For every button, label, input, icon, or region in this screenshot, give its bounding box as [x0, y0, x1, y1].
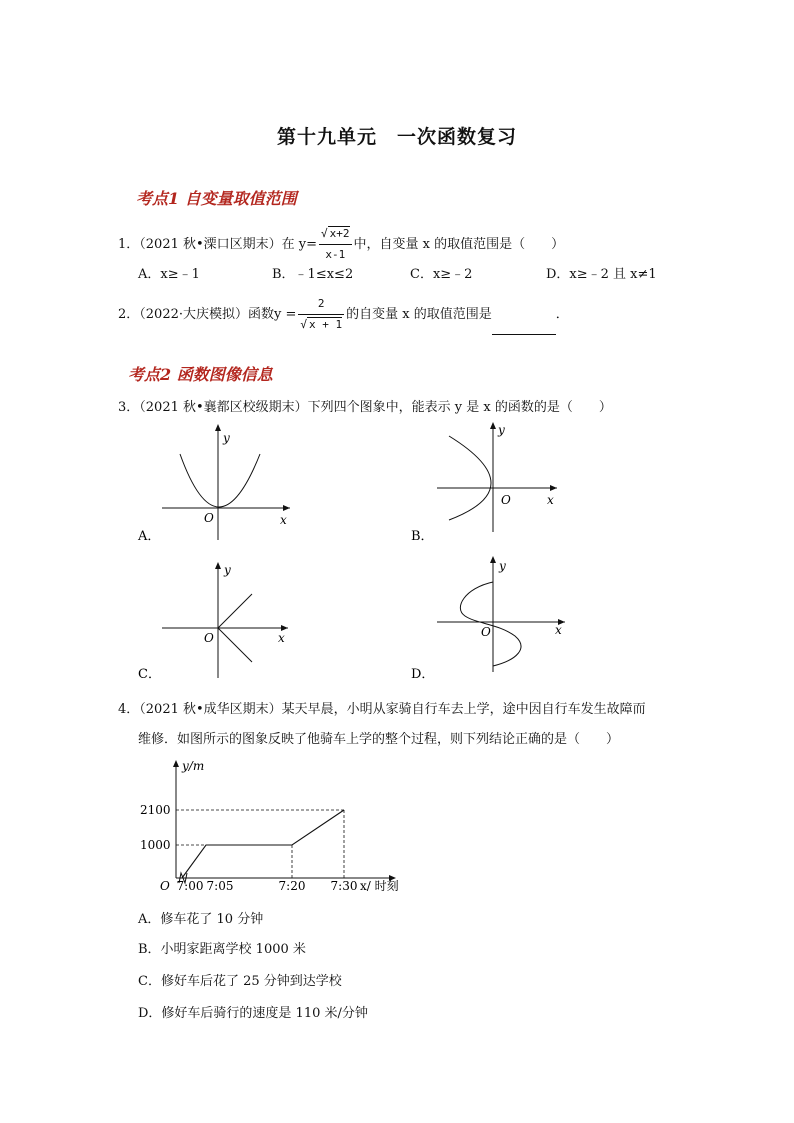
question-2 [118, 294, 569, 335]
q4-y-axis-label: y/m [182, 759, 205, 773]
q4-guides [176, 810, 344, 878]
q1-fraction [319, 224, 352, 265]
graph-d [405, 552, 575, 686]
sqrt-icon: √ [300, 318, 307, 331]
graph-d-option-label[interactable]: D． [411, 667, 435, 682]
q2-prefix: 2．（2022·大庆模拟）函数y = [118, 307, 297, 322]
arrow-icon [283, 505, 290, 511]
question-4-line-2: 维修．如图所示的图象反映了他骑车上学的整个过程，则下列结论正确的是（ ） [138, 732, 620, 747]
arrow-icon [550, 485, 557, 491]
q1-suffix: 中，自变量 x 的取值范围是（ ） [353, 237, 565, 252]
q4-option-b[interactable]: B．小明家距离学校 1000 米 [138, 942, 306, 957]
question-3: 3．（2021 秋•襄都区校级期末）下列四个图象中，能表示 y 是 x 的函数的是（ ） [118, 400, 612, 415]
section-heading-1: 考点1 自变量取值范围 [136, 189, 297, 208]
q4-xtick-730: 7:30 [330, 879, 358, 893]
graph-c [130, 556, 300, 686]
graph-a-parabola [180, 454, 260, 507]
q2-fraction [298, 294, 344, 335]
q4-line-chart [138, 754, 418, 902]
q2-numerator: 2 [298, 294, 344, 315]
graph-d-origin: O [481, 625, 491, 639]
q4-origin: O [160, 879, 170, 893]
graph-a-origin: O [204, 511, 214, 525]
q2-denominator: x + 1 [308, 318, 343, 331]
q2-suffix: 的自变量 x 的取值范围是 [346, 307, 492, 322]
question-4-line-1: 4．（2021 秋•成华区期末）某天早晨，小明从家骑自行车去上学，途中因自行车发生故障而 [118, 702, 646, 717]
graph-c-x-label: x [278, 631, 285, 645]
graph-b [405, 420, 575, 550]
q4-series-line [182, 810, 344, 878]
section-heading-2: 考点2 函数图像信息 [128, 365, 273, 384]
q4-xtick-720: 7:20 [278, 879, 306, 893]
graph-a [130, 420, 300, 550]
q1-option-b[interactable]: B．﹣1≤x≤2 [272, 267, 354, 282]
q1-option-d[interactable]: D．x≥﹣2 且 x≠1 [546, 267, 657, 282]
graph-d-x-label: x [555, 623, 562, 637]
graph-c-option-label[interactable]: C． [138, 667, 161, 682]
q1-prefix: 1．（2021 秋•溧口区期末）在 y= [118, 237, 318, 252]
sqrt-icon: √ [321, 227, 328, 240]
arrow-icon [215, 562, 221, 569]
arrow-icon [490, 422, 496, 429]
q1-denominator: x-1 [325, 248, 346, 261]
graph-b-option-label[interactable]: B． [411, 529, 434, 544]
q4-xtick-700: 7:00 [176, 879, 204, 893]
q4-xtick-705: 7:05 [206, 879, 234, 893]
q4-ytick-1000: 1000 [140, 838, 171, 852]
graph-b-curve [449, 436, 491, 520]
graph-c-y-label: y [224, 563, 231, 577]
arrow-icon [173, 760, 179, 767]
question-1 [118, 224, 564, 265]
page-title: 第十九单元 一次函数复习 [276, 126, 517, 148]
graph-c-ray-down [218, 628, 252, 662]
graph-a-y-label: y [223, 431, 230, 445]
q2-answer-blank[interactable] [492, 320, 556, 335]
q4-option-d[interactable]: D．修好车后骑行的速度是 110 米/分钟 [138, 1006, 368, 1021]
graph-d-y-label: y [499, 559, 506, 573]
q1-option-c[interactable]: C．x≥﹣2 [410, 267, 473, 282]
graph-a-x-label: x [280, 513, 287, 527]
graph-c-origin: O [204, 631, 214, 645]
q2-end: ． [555, 307, 569, 322]
graph-c-ray-up [218, 594, 252, 628]
q4-ytick-2100: 2100 [140, 803, 171, 817]
q4-x-axis-label: x/ 时刻 [360, 879, 399, 893]
q4-option-a[interactable]: A．修车花了 10 分钟 [138, 912, 264, 927]
arrow-icon [490, 556, 496, 563]
arrow-icon [215, 424, 221, 431]
q1-option-a[interactable]: A．x≥﹣1 [138, 267, 200, 282]
graph-b-origin: O [501, 493, 511, 507]
graph-b-y-label: y [498, 423, 505, 437]
q1-numerator: x+2 [329, 227, 350, 240]
q4-option-c[interactable]: C．修好车后花了 25 分钟到达学校 [138, 974, 342, 989]
graph-d-curve [460, 582, 521, 666]
graph-a-option-label[interactable]: A． [138, 529, 161, 544]
graph-b-x-label: x [547, 493, 554, 507]
